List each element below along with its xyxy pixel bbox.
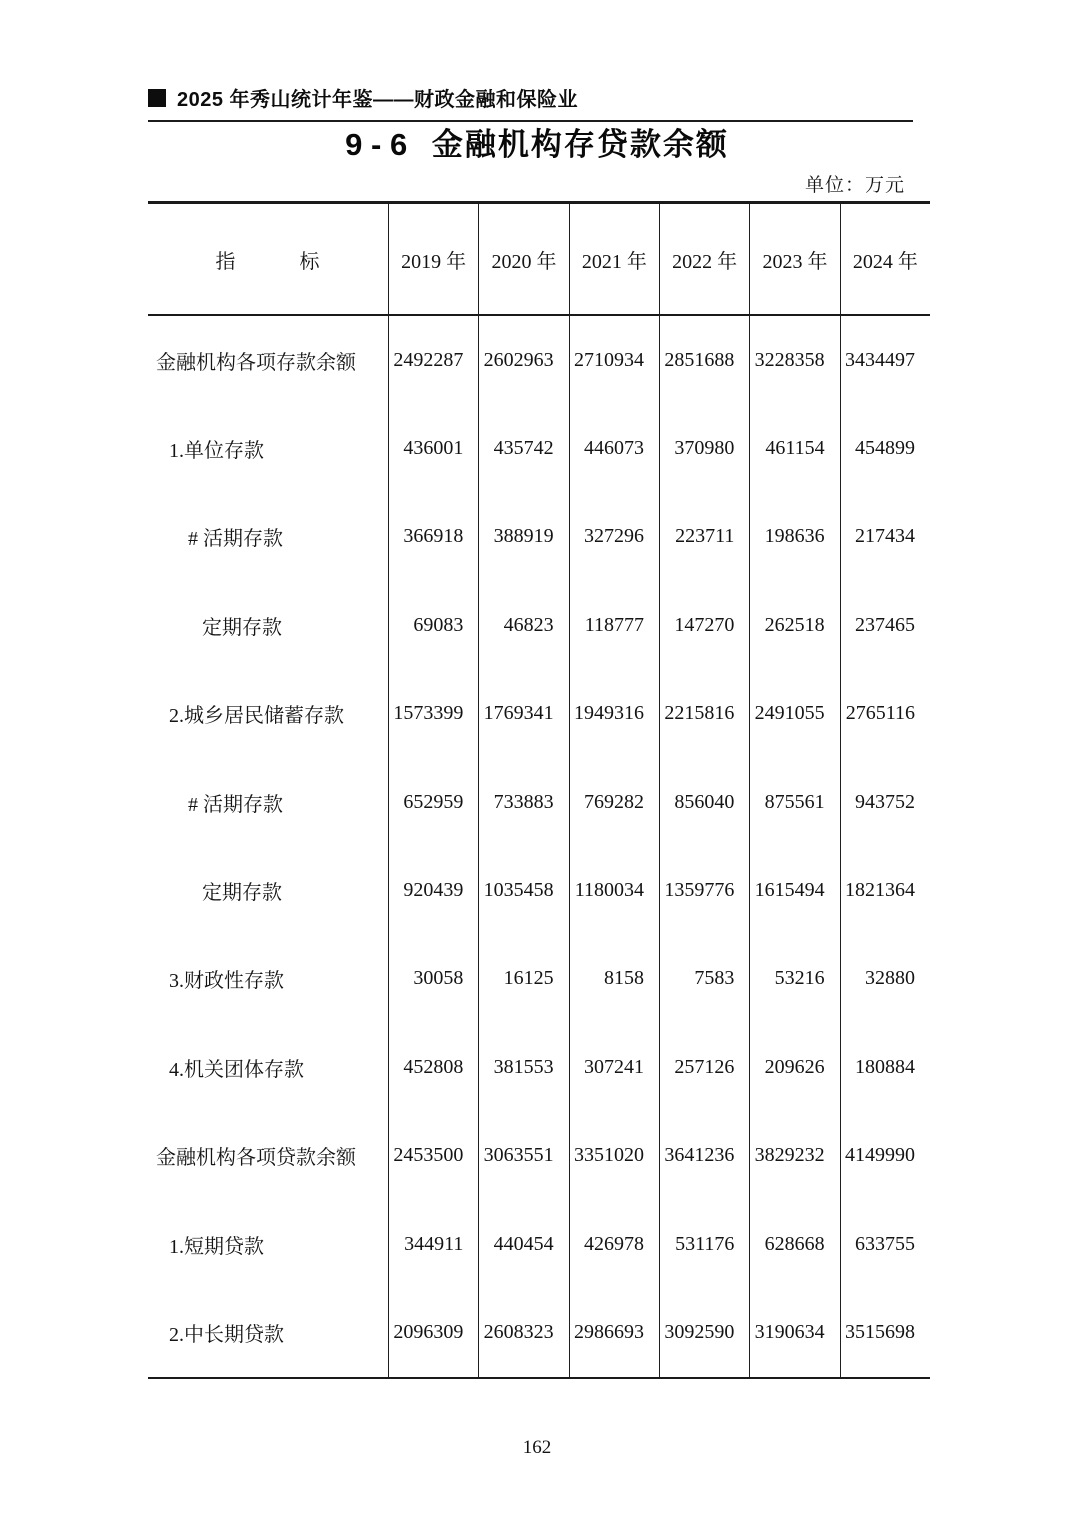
table-row (148, 1023, 930, 1111)
table-header-row (148, 204, 930, 316)
row-label: 定期存款 (202, 616, 282, 639)
table-row (148, 316, 930, 404)
table-title-text: 金融机构存贷款余额 (431, 127, 729, 162)
table-row (148, 670, 930, 758)
value-cell: 53216 (749, 935, 839, 1023)
value-cell: 147270 (659, 581, 749, 669)
table-number: 9 - 6 (345, 127, 408, 162)
value-cell: 426978 (569, 1200, 659, 1288)
value-cell: 2851688 (659, 316, 749, 404)
column-header-year: 2019 年 (388, 204, 478, 314)
row-label: # 活期存款 (188, 528, 283, 551)
value-cell: 3351020 (569, 1112, 659, 1200)
value-cell: 217434 (840, 493, 930, 581)
value-cell: 2765116 (840, 670, 930, 758)
statistics-table (148, 201, 930, 1379)
table-row (148, 1200, 930, 1288)
table-row (148, 1288, 930, 1376)
value-cell: 3063551 (478, 1112, 568, 1200)
value-cell: 920439 (388, 846, 478, 934)
value-cell: 237465 (840, 581, 930, 669)
value-cell: 262518 (749, 581, 839, 669)
value-cell: 3641236 (659, 1112, 749, 1200)
value-cell: 875561 (749, 758, 839, 846)
value-cell: 531176 (659, 1200, 749, 1288)
value-cell: 1035458 (478, 846, 568, 934)
value-cell: 769282 (569, 758, 659, 846)
table-row (148, 846, 930, 934)
row-label: 1.短期贷款 (169, 1235, 264, 1258)
value-cell: 198636 (749, 493, 839, 581)
value-cell: 436001 (388, 404, 478, 492)
value-cell: 2710934 (569, 316, 659, 404)
value-cell: 30058 (388, 935, 478, 1023)
value-cell: 2492287 (388, 316, 478, 404)
value-cell: 1180034 (569, 846, 659, 934)
row-label: 4.机关团体存款 (169, 1058, 304, 1081)
row-label: 3.财政性存款 (169, 970, 284, 993)
value-cell: 440454 (478, 1200, 568, 1288)
value-cell: 69083 (388, 581, 478, 669)
page-number: 162 (522, 1437, 552, 1458)
unit-label: 单位：万元 (804, 175, 905, 196)
value-cell: 652959 (388, 758, 478, 846)
column-header-year: 2023 年 (749, 204, 839, 314)
value-cell: 3092590 (659, 1288, 749, 1376)
value-cell: 388919 (478, 493, 568, 581)
value-cell: 4149990 (840, 1112, 930, 1200)
value-cell: 32880 (840, 935, 930, 1023)
column-header-indicator: 指 标 (215, 250, 321, 273)
value-cell: 381553 (478, 1023, 568, 1111)
table-row (148, 758, 930, 846)
value-cell: 257126 (659, 1023, 749, 1111)
value-cell: 454899 (840, 404, 930, 492)
running-head-text: 2025 年秀山统计年鉴——财政金融和保险业 (177, 89, 579, 111)
black-square-icon (148, 89, 166, 107)
table-row (148, 1112, 930, 1200)
value-cell: 307241 (569, 1023, 659, 1111)
value-cell: 633755 (840, 1200, 930, 1288)
value-cell: 3228358 (749, 316, 839, 404)
value-cell: 180884 (840, 1023, 930, 1111)
row-label: 金融机构各项贷款余额 (156, 1147, 356, 1170)
value-cell: 2491055 (749, 670, 839, 758)
value-cell: 46823 (478, 581, 568, 669)
value-cell: 7583 (659, 935, 749, 1023)
row-label: # 活期存款 (188, 793, 283, 816)
table-row (148, 581, 930, 669)
value-cell: 2608323 (478, 1288, 568, 1376)
value-cell: 3515698 (840, 1288, 930, 1376)
row-label: 金融机构各项存款余额 (156, 351, 356, 374)
value-cell: 344911 (388, 1200, 478, 1288)
value-cell: 943752 (840, 758, 930, 846)
value-cell: 1821364 (840, 846, 930, 934)
value-cell: 2215816 (659, 670, 749, 758)
row-label: 2.中长期贷款 (169, 1323, 284, 1346)
value-cell: 370980 (659, 404, 749, 492)
value-cell: 2602963 (478, 316, 568, 404)
row-label: 定期存款 (202, 882, 282, 905)
value-cell: 856040 (659, 758, 749, 846)
value-cell: 2096309 (388, 1288, 478, 1376)
table-title (0, 124, 1074, 166)
column-header-year: 2020 年 (478, 204, 568, 314)
value-cell: 3190634 (749, 1288, 839, 1376)
row-label: 2.城乡居民储蓄存款 (169, 705, 344, 728)
value-cell: 327296 (569, 493, 659, 581)
table-row (148, 493, 930, 581)
table-row (148, 404, 930, 492)
table-body (148, 316, 930, 1377)
value-cell: 118777 (569, 581, 659, 669)
value-cell: 1949316 (569, 670, 659, 758)
value-cell: 733883 (478, 758, 568, 846)
column-header-year: 2024 年 (840, 204, 930, 314)
table-row (148, 935, 930, 1023)
value-cell: 8158 (569, 935, 659, 1023)
value-cell: 16125 (478, 935, 568, 1023)
value-cell: 1359776 (659, 846, 749, 934)
value-cell: 446073 (569, 404, 659, 492)
value-cell: 1615494 (749, 846, 839, 934)
value-cell: 1573399 (388, 670, 478, 758)
running-head (148, 83, 913, 122)
row-label: 1.单位存款 (169, 440, 264, 463)
value-cell: 435742 (478, 404, 568, 492)
value-cell: 628668 (749, 1200, 839, 1288)
value-cell: 461154 (749, 404, 839, 492)
column-header-year: 2021 年 (569, 204, 659, 314)
value-cell: 209626 (749, 1023, 839, 1111)
value-cell: 1769341 (478, 670, 568, 758)
value-cell: 3829232 (749, 1112, 839, 1200)
column-header-year: 2022 年 (659, 204, 749, 314)
value-cell: 366918 (388, 493, 478, 581)
value-cell: 452808 (388, 1023, 478, 1111)
value-cell: 2453500 (388, 1112, 478, 1200)
value-cell: 223711 (659, 493, 749, 581)
value-cell: 2986693 (569, 1288, 659, 1376)
value-cell: 3434497 (840, 316, 930, 404)
